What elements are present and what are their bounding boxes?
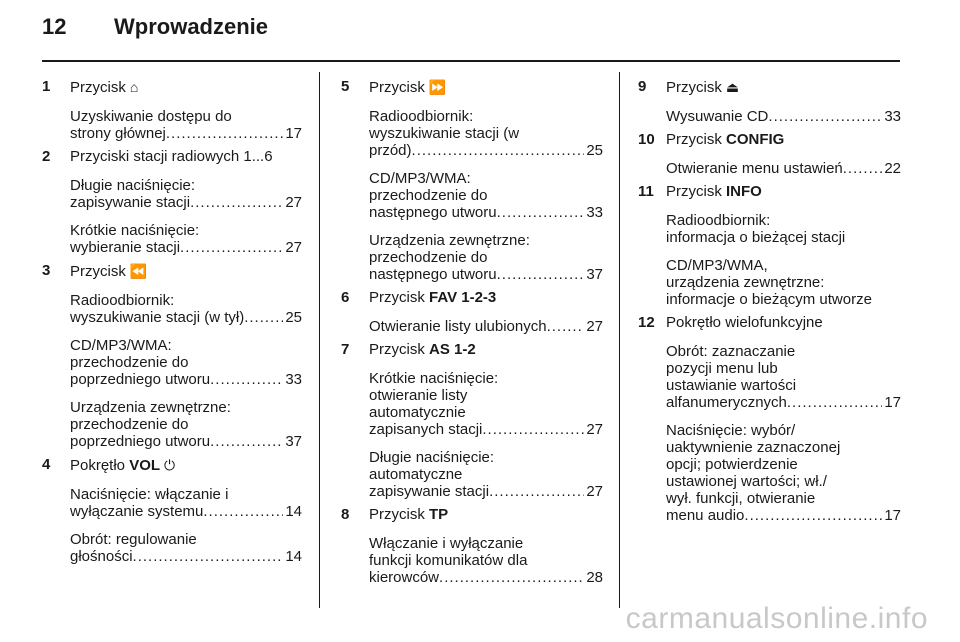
page-reference: 27 (285, 194, 302, 211)
dot-leader (489, 483, 584, 500)
entry-number: 7 (341, 341, 350, 358)
entry-heading (42, 78, 302, 97)
description-line: Włączanie i wyłączanie (369, 535, 524, 552)
entry-label (369, 78, 603, 97)
entry-heading (638, 131, 901, 149)
description-line: poprzedniego utworu (70, 433, 211, 450)
column-3 (638, 72, 901, 524)
dot-leader (166, 125, 283, 142)
description-line: urządzenia zewnętrzne: (666, 274, 825, 291)
description-line: Radioodbiornik: (70, 292, 175, 309)
entry-description (369, 318, 603, 335)
dot-leader (547, 318, 585, 335)
header-rule (42, 60, 900, 62)
entry-number: 11 (638, 183, 654, 200)
description-line: następnego utworu (369, 204, 497, 221)
entry-description (369, 370, 603, 438)
control-name: CONFIG (726, 131, 785, 148)
entry-description (70, 292, 302, 326)
page-reference: 33 (285, 371, 302, 388)
entry-label-text: Przycisk (70, 263, 126, 280)
dot-leader (497, 204, 585, 221)
entry-label (666, 78, 901, 97)
description-line: opcji; potwierdzenie (666, 456, 798, 473)
description-line: Obrót: regulowanie (70, 531, 197, 548)
entry-description (70, 222, 302, 256)
seek-back-icon: ⏪ (129, 263, 148, 279)
column-2 (341, 72, 603, 586)
legend-entry (638, 314, 901, 524)
description-line: zapisywanie stacji (70, 194, 191, 211)
description-line: Radioodbiornik: (369, 108, 474, 125)
legend-entry (638, 131, 901, 177)
entry-description (70, 108, 302, 142)
description-line: Uzyskiwanie dostępu do (70, 108, 232, 125)
description-line: funkcji komunikatów dla (369, 552, 528, 569)
entry-heading (638, 78, 901, 97)
legend-entry (341, 78, 603, 283)
entry-label-text: Przycisk (666, 131, 722, 148)
description-line: poprzedniego utworu (70, 371, 211, 388)
description-line: kierowców (369, 569, 440, 586)
entry-number: 12 (638, 314, 655, 331)
page-reference: 27 (586, 421, 603, 438)
description-line: CD/MP3/WMA, (666, 257, 768, 274)
entry-number: 8 (341, 506, 350, 523)
dot-leader (412, 142, 585, 159)
description-line: menu audio (666, 507, 745, 524)
entry-number: 10 (638, 131, 655, 148)
entry-heading (42, 456, 302, 475)
description-line: głośności (70, 548, 133, 565)
entry-label (666, 314, 901, 332)
page-reference: 27 (586, 483, 603, 500)
column-divider (319, 72, 320, 608)
entry-label (666, 131, 901, 149)
description-reference (666, 160, 901, 177)
description-reference (70, 433, 302, 450)
description-line: Naciśnięcie: włączanie i (70, 486, 229, 503)
description-line: przechodzenie do (369, 187, 488, 204)
page-number: 12 (42, 14, 67, 39)
entry-heading (341, 289, 603, 307)
description-reference (666, 394, 901, 411)
legend-entry (42, 78, 302, 142)
dot-leader (203, 503, 283, 520)
page-reference: 17 (285, 125, 302, 142)
entry-description (666, 108, 901, 125)
description-line: otwieranie listy (369, 387, 468, 404)
entry-label (70, 262, 302, 281)
entry-description (666, 422, 901, 524)
dot-leader (180, 239, 283, 256)
column-1 (42, 72, 302, 565)
description-line: uaktywnienie zaznaczonej (666, 439, 841, 456)
page-title: Wprowadzenie (114, 14, 269, 39)
description-line: Obrót: zaznaczanie (666, 343, 796, 360)
entry-description (369, 232, 603, 283)
entry-description (666, 257, 901, 308)
entry-heading (42, 262, 302, 281)
entry-number: 5 (341, 78, 350, 95)
description-line: zapisanych stacji (369, 421, 483, 438)
entry-description (70, 399, 302, 450)
description-line: Długie naciśnięcie: (369, 449, 495, 466)
entry-label (369, 506, 603, 524)
watermark: carmanualsonline.info (625, 602, 928, 635)
description-line: Radioodbiornik: (666, 212, 771, 229)
entry-label (70, 148, 302, 166)
dot-leader (497, 266, 585, 283)
eject-icon: ⏏ (725, 79, 740, 95)
dot-leader (787, 394, 882, 411)
entry-label-text: Przycisk (666, 183, 722, 200)
description-line: przechodzenie do (70, 354, 189, 371)
dot-leader (768, 108, 882, 125)
description-line: wybieranie stacji (70, 239, 181, 256)
entry-label-text: Pokrętło (70, 457, 126, 474)
entry-label (70, 456, 302, 475)
description-line: wyszukiwanie stacji (w tył) (70, 309, 245, 326)
page-reference: 33 (586, 204, 603, 221)
column-divider (619, 72, 620, 608)
entry-label (70, 78, 302, 97)
entry-heading (638, 314, 901, 332)
entry-label-text: Przycisk (70, 79, 126, 96)
entry-label-text: Przycisk (369, 79, 425, 96)
page-reference: 22 (884, 160, 901, 177)
legend-entry (341, 506, 603, 586)
dot-leader (244, 309, 283, 326)
description-line: automatyczne (369, 466, 463, 483)
entry-number: 9 (638, 78, 647, 95)
entry-description (369, 170, 603, 221)
description-line: wyszukiwanie stacji (w (369, 125, 520, 142)
entry-description (369, 449, 603, 500)
entry-number: 4 (42, 456, 51, 473)
description-line: Urządzenia zewnętrzne: (369, 232, 530, 249)
entry-number: 1 (42, 78, 51, 95)
description-line: strony głównej (70, 125, 166, 142)
entry-description (70, 337, 302, 388)
description-reference (369, 142, 603, 159)
entry-number: 6 (341, 289, 350, 306)
entry-label-text: Pokrętło wielofunkcyjne (666, 314, 823, 331)
description-line: CD/MP3/WMA: (369, 170, 471, 187)
description-line: Otwieranie listy ulubionych (369, 318, 547, 335)
description-line: Naciśnięcie: wybór/ (666, 422, 796, 439)
description-line: informacja o bieżącej stacji (666, 229, 846, 246)
entry-label-text: Przycisk (369, 341, 425, 358)
entry-label-text: Przyciski stacji radiowych 1...6 (70, 148, 273, 165)
entry-heading (341, 341, 603, 359)
description-line: przechodzenie do (70, 416, 189, 433)
description-line: alfanumerycznych (666, 394, 787, 411)
home-icon: ⌂ (129, 79, 139, 95)
entry-label-text: Przycisk (369, 289, 425, 306)
description-line: Wysuwanie CD (666, 108, 769, 125)
description-line: zapisywanie stacji (369, 483, 490, 500)
entry-number: 2 (42, 148, 51, 165)
entry-label (666, 183, 901, 201)
entry-description (369, 535, 603, 586)
page-reference: 37 (285, 433, 302, 450)
description-line: przód) (369, 142, 412, 159)
legend-entry (341, 289, 603, 335)
entry-label-text: Przycisk (666, 79, 722, 96)
description-reference (369, 318, 603, 335)
description-line: wyłączanie systemu (70, 503, 204, 520)
page-reference: 28 (586, 569, 603, 586)
description-line: automatycznie (369, 404, 466, 421)
description-line: ustawionej wartości; wł./ (666, 473, 827, 490)
page-reference: 25 (285, 309, 302, 326)
dot-leader (843, 160, 883, 177)
control-name: INFO (726, 183, 762, 200)
page-reference: 27 (586, 318, 603, 335)
description-reference (369, 421, 603, 438)
description-line: pozycji menu lub (666, 360, 778, 377)
description-line: Urządzenia zewnętrzne: (70, 399, 231, 416)
control-name: FAV 1-2-3 (429, 289, 497, 306)
entry-heading (638, 183, 901, 201)
description-line: informacje o bieżącym utworze (666, 291, 872, 308)
description-line: przechodzenie do (369, 249, 488, 266)
legend-entry (42, 262, 302, 450)
power-icon: ⏻ (164, 457, 176, 473)
seek-forward-icon: ⏩ (428, 79, 447, 95)
page-reference: 14 (285, 548, 302, 565)
entry-description (70, 531, 302, 565)
legend-entry (42, 456, 302, 565)
description-reference (70, 548, 302, 565)
page-reference: 27 (285, 239, 302, 256)
description-line: Otwieranie menu ustawień (666, 160, 843, 177)
entry-description (70, 177, 302, 211)
control-name: AS 1-2 (429, 341, 476, 358)
entry-description (369, 108, 603, 159)
dot-leader (190, 194, 283, 211)
description-line: ustawianie wartości (666, 377, 797, 394)
description-reference (369, 569, 603, 586)
description-line: CD/MP3/WMA: (70, 337, 172, 354)
entry-heading (341, 506, 603, 524)
description-reference (70, 194, 302, 211)
page-reference: 33 (884, 108, 901, 125)
description-reference (666, 108, 901, 125)
entry-number: 3 (42, 262, 51, 279)
description-reference (70, 125, 302, 142)
description-reference (369, 483, 603, 500)
entry-description (666, 212, 901, 246)
dot-leader (482, 421, 584, 438)
description-line: wył. funkcji, otwieranie (666, 490, 816, 507)
entry-label (369, 341, 603, 359)
page-reference: 17 (884, 394, 901, 411)
control-name: VOL (129, 457, 161, 474)
description-line: następnego utworu (369, 266, 497, 283)
control-name: TP (429, 506, 449, 523)
legend-entry (341, 341, 603, 500)
entry-description (666, 343, 901, 411)
description-reference (666, 507, 901, 524)
page-reference: 37 (586, 266, 603, 283)
legend-entry (638, 78, 901, 125)
entry-description (666, 160, 901, 177)
description-reference (369, 266, 603, 283)
description-reference (70, 503, 302, 520)
description-reference (70, 239, 302, 256)
legend-entry (42, 148, 302, 256)
dot-leader (744, 507, 882, 524)
description-line: Krótkie naciśnięcie: (70, 222, 200, 239)
page-reference: 17 (884, 507, 901, 524)
description-reference (369, 204, 603, 221)
dot-leader (210, 433, 283, 450)
entry-heading (341, 78, 603, 97)
description-reference (70, 371, 302, 388)
entry-heading (42, 148, 302, 166)
entry-description (70, 486, 302, 520)
legend-entry (638, 183, 901, 308)
dot-leader (439, 569, 584, 586)
dot-leader (210, 371, 283, 388)
description-reference (70, 309, 302, 326)
description-line: Krótkie naciśnięcie: (369, 370, 499, 387)
entry-label (369, 289, 603, 307)
description-line: Długie naciśnięcie: (70, 177, 196, 194)
dot-leader (133, 548, 284, 565)
entry-label-text: Przycisk (369, 506, 425, 523)
page-reference: 14 (285, 503, 302, 520)
page-reference: 25 (586, 142, 603, 159)
